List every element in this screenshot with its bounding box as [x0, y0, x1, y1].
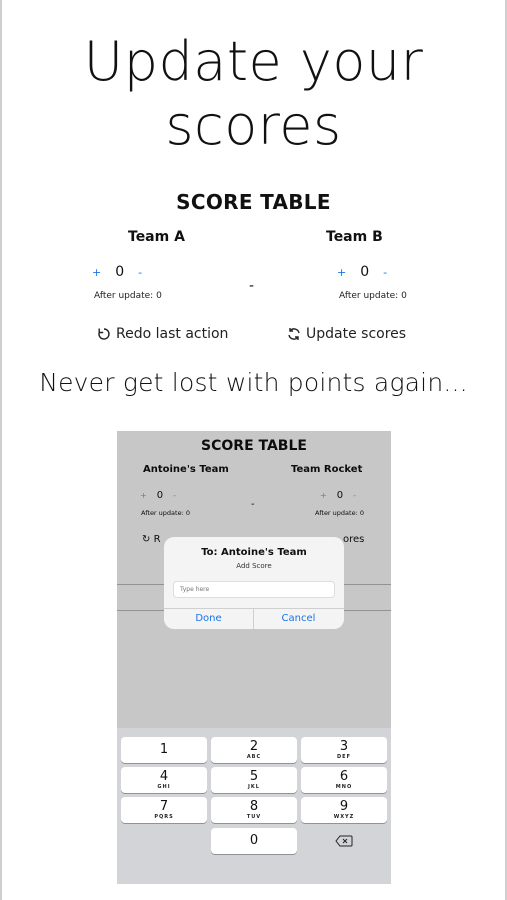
refresh-icon: [286, 326, 302, 342]
team-a-minus-button[interactable]: -: [138, 266, 143, 279]
headline-line-1: Update your: [83, 30, 424, 93]
cancel-button[interactable]: Cancel: [281, 613, 316, 624]
delete-key[interactable]: [301, 828, 387, 854]
key-5[interactable]: [211, 767, 297, 793]
phone-team-b-score: 0: [336, 490, 344, 501]
key-letters: JKL: [248, 784, 260, 790]
score-separator: -: [249, 278, 255, 294]
key-digit: 2: [249, 739, 259, 754]
team-a-plus-button[interactable]: +: [92, 266, 102, 279]
key-digit: 6: [339, 769, 349, 784]
key-digit: 1: [159, 742, 169, 757]
phone-update-label: ores: [343, 534, 365, 545]
phone-redo-icon: ↻: [142, 534, 151, 545]
key-digit: 4: [159, 769, 169, 784]
team-a-score: 0: [115, 264, 125, 280]
key-digit: 9: [339, 799, 349, 814]
phone-screenshot: [117, 431, 391, 884]
score-input[interactable]: [173, 581, 335, 598]
key-9[interactable]: [301, 797, 387, 823]
key-letters: TUV: [246, 814, 262, 820]
key-digit: 3: [339, 739, 349, 754]
phone-team-a-score: 0: [156, 490, 164, 501]
update-scores-button[interactable]: [286, 326, 406, 342]
phone-team-a-plus[interactable]: +: [140, 491, 147, 500]
add-score-alert: [164, 537, 344, 629]
key-letters: DEF: [337, 754, 351, 760]
team-a-name: Team A: [128, 229, 185, 245]
alert-message: Add Score: [236, 562, 272, 570]
tagline: Never get lost with points again...: [39, 368, 468, 397]
redo-last-action-button[interactable]: [96, 326, 228, 342]
key-8[interactable]: [211, 797, 297, 823]
redo-icon: [96, 326, 112, 342]
team-b-plus-button[interactable]: +: [337, 266, 347, 279]
team-b-name: Team B: [326, 229, 383, 245]
phone-team-a-after-update: After update: 0: [141, 509, 190, 517]
score-table-title: SCORE TABLE: [176, 190, 331, 214]
team-a-stepper: [92, 264, 142, 280]
key-digit: 8: [249, 799, 259, 814]
team-b-score: 0: [360, 264, 370, 280]
phone-team-b-name: Team Rocket: [291, 464, 363, 475]
key-digit: 0: [249, 833, 259, 848]
key-7[interactable]: [121, 797, 207, 823]
phone-score-table-title: SCORE TABLE: [201, 438, 307, 454]
team-b-stepper: [337, 264, 387, 280]
key-0[interactable]: [211, 828, 297, 854]
redo-last-action-label: Redo last action: [116, 326, 229, 342]
key-2[interactable]: [211, 737, 297, 763]
key-letters: PQRS: [154, 814, 174, 820]
phone-team-b-plus[interactable]: +: [320, 491, 327, 500]
alert-title: To: Antoine's Team: [201, 547, 307, 558]
phone-team-b-minus[interactable]: -: [353, 491, 356, 500]
headline-line-2: scores: [165, 94, 342, 157]
team-b-minus-button[interactable]: -: [383, 266, 388, 279]
key-letters: GHI: [157, 784, 171, 790]
phone-team-a-name: Antoine's Team: [143, 464, 229, 475]
key-6[interactable]: [301, 767, 387, 793]
key-letters: MNO: [335, 784, 353, 790]
key-digit: 5: [249, 769, 259, 784]
key-letters: ABC: [246, 754, 262, 760]
team-a-after-update: After update: 0: [94, 291, 162, 301]
phone-team-b-after-update: After update: 0: [315, 509, 364, 517]
key-3[interactable]: [301, 737, 387, 763]
key-4[interactable]: [121, 767, 207, 793]
key-digit: 7: [159, 799, 169, 814]
phone-team-a-minus[interactable]: -: [173, 491, 176, 500]
headline: [0, 30, 507, 158]
numeric-keypad: [117, 728, 391, 884]
done-button[interactable]: Done: [195, 613, 222, 624]
update-scores-label: Update scores: [306, 326, 407, 342]
phone-score-separator: -: [251, 499, 255, 510]
phone-redo-label: R: [153, 534, 161, 545]
team-b-after-update: After update: 0: [339, 291, 407, 301]
key-letters: WXYZ: [333, 814, 355, 820]
key-1[interactable]: [121, 737, 207, 763]
backspace-icon: [335, 835, 353, 847]
